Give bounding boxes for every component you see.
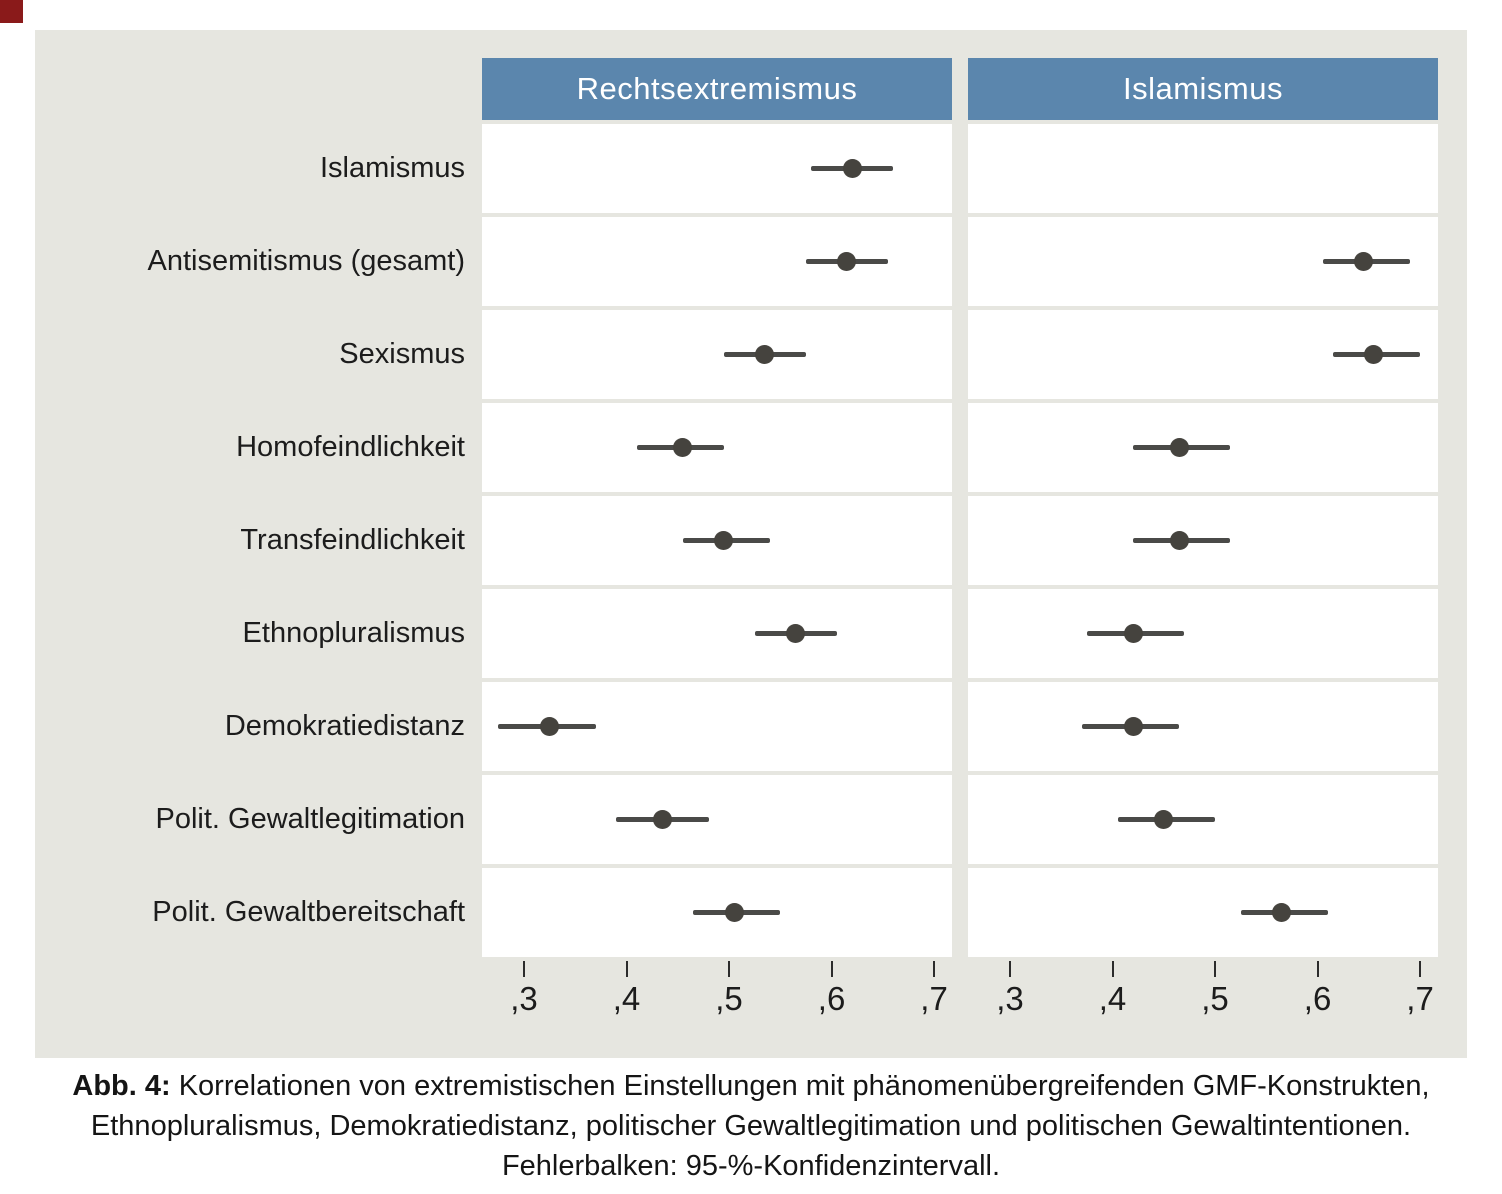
x-axis-tick — [1112, 961, 1114, 977]
data-point — [714, 531, 733, 550]
row-band — [482, 775, 952, 864]
row-band — [482, 124, 952, 213]
row-label-1: Islamismus — [319, 152, 465, 184]
data-point — [653, 810, 672, 829]
caption-label: Abb. 4: — [72, 1070, 171, 1102]
x-axis-tick — [933, 961, 935, 977]
row-band — [968, 403, 1438, 492]
x-axis-tick — [1214, 961, 1216, 977]
page-corner-mark — [0, 0, 23, 23]
row-band — [482, 868, 952, 957]
x-axis-tick — [1419, 961, 1421, 977]
data-point — [837, 252, 856, 271]
x-axis-tick — [831, 961, 833, 977]
row-band — [482, 310, 952, 399]
data-point — [1364, 345, 1383, 364]
row-label-6: Ethnopluralismus — [242, 617, 465, 649]
x-axis-tick — [1317, 961, 1319, 977]
data-point — [725, 903, 744, 922]
row-band — [482, 217, 952, 306]
row-band — [968, 589, 1438, 678]
caption-line2: Ethnopluralismus, Demokratiedistanz, politischer Gewaltlegitimation und politischen Gewaltintentionen. — [90, 1110, 1412, 1142]
data-point — [1170, 531, 1189, 550]
row-band — [968, 868, 1438, 957]
row-band — [968, 217, 1438, 306]
row-label-9: Polit. Gewaltbereitschaft — [152, 896, 465, 928]
x-axis-tick — [626, 961, 628, 977]
data-point — [1124, 624, 1143, 643]
row-band — [968, 496, 1438, 585]
row-band — [968, 310, 1438, 399]
panel-header-rechtsextremismus: Rechtsextremismus — [482, 58, 952, 120]
row-band — [482, 403, 952, 492]
row-band — [968, 682, 1438, 771]
caption-line3: Fehlerbalken: 95-%-Konfidenzintervall. — [501, 1150, 1001, 1182]
row-band — [482, 496, 952, 585]
data-point — [540, 717, 559, 736]
x-axis-tick-label: ,4 — [1098, 980, 1127, 1017]
x-axis-tick — [1009, 961, 1011, 977]
data-point — [1154, 810, 1173, 829]
caption-line1: Korrelationen von extremistischen Einstellungen mit phänomenübergreifenden GMF-Konstrukten, — [170, 1070, 1430, 1102]
x-axis-tick-label: ,7 — [920, 980, 948, 1017]
row-label-2: Antisemitismus (gesamt) — [147, 245, 465, 277]
row-label-5: Transfeindlichkeit — [240, 524, 465, 556]
x-axis-tick-label: ,4 — [612, 980, 641, 1017]
data-point — [1272, 903, 1291, 922]
data-point — [755, 345, 774, 364]
row-band — [968, 775, 1438, 864]
x-axis-tick-label: ,3 — [996, 980, 1024, 1017]
chart-figure — [35, 30, 1467, 1058]
x-axis-tick-label: ,3 — [510, 980, 538, 1017]
row-label-8: Polit. Gewaltlegitimation — [155, 803, 465, 835]
x-axis-tick — [728, 961, 730, 977]
figure-caption — [51, 1066, 1451, 1186]
row-band — [968, 124, 1438, 213]
data-point — [1124, 717, 1143, 736]
row-label-7: Demokratiedistanz — [224, 710, 465, 742]
data-point — [673, 438, 692, 457]
x-axis-tick-label: ,5 — [1201, 980, 1229, 1017]
row-label-4: Homofeindlichkeit — [236, 431, 465, 463]
row-label-3: Sexismus — [339, 338, 465, 370]
data-point — [1354, 252, 1373, 271]
row-band — [482, 589, 952, 678]
panel-header-islamismus: Islamismus — [968, 58, 1438, 120]
row-band — [482, 682, 952, 771]
x-axis-tick-label: ,5 — [715, 980, 743, 1017]
x-axis-tick-label: ,6 — [1303, 980, 1332, 1017]
x-axis-tick-label: ,7 — [1406, 980, 1434, 1017]
data-point — [786, 624, 805, 643]
x-axis-tick — [523, 961, 525, 977]
x-axis-tick-label: ,6 — [817, 980, 846, 1017]
data-point — [1170, 438, 1189, 457]
data-point — [843, 159, 862, 178]
